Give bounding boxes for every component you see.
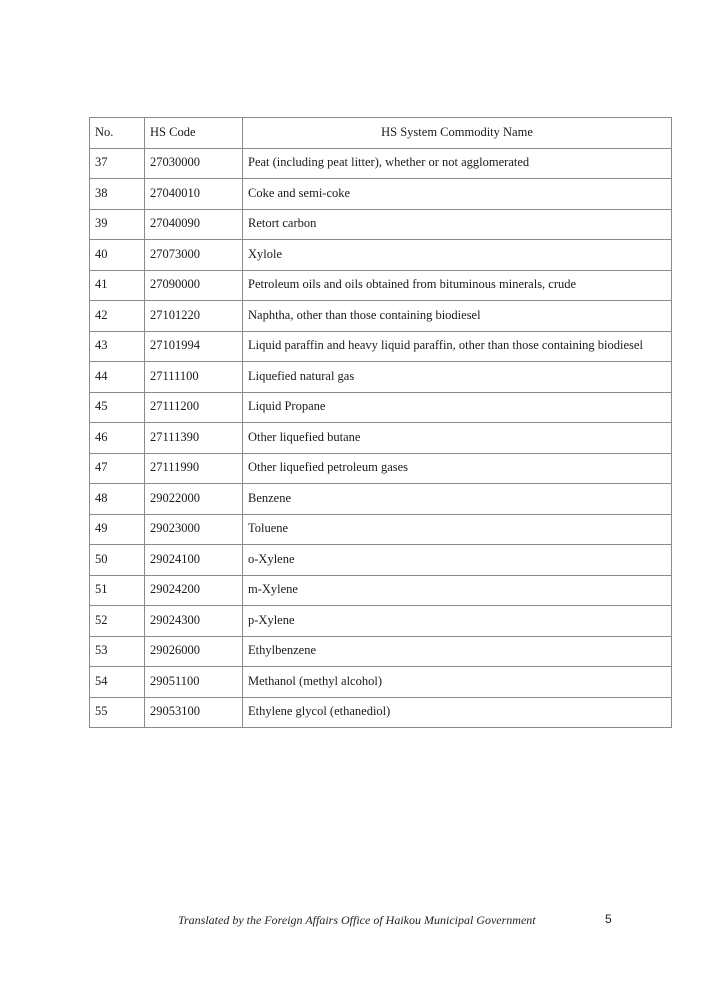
cell-no: 44 (90, 362, 145, 393)
cell-hs-code: 27101994 (145, 331, 243, 362)
table-row (90, 514, 672, 545)
cell-no: 38 (90, 179, 145, 210)
cell-no: 52 (90, 606, 145, 637)
cell-commodity-name: Liquefied natural gas (243, 362, 672, 393)
cell-hs-code: 27111990 (145, 453, 243, 484)
table-row (90, 148, 672, 179)
table-row (90, 606, 672, 637)
table-row (90, 545, 672, 576)
cell-commodity-name: p-Xylene (243, 606, 672, 637)
cell-commodity-name: Ethylene glycol (ethanediol) (243, 697, 672, 728)
cell-commodity-name: Methanol (methyl alcohol) (243, 667, 672, 698)
cell-no: 42 (90, 301, 145, 332)
cell-no: 49 (90, 514, 145, 545)
table-row (90, 697, 672, 728)
cell-commodity-name: Benzene (243, 484, 672, 515)
footer-credit: Translated by the Foreign Affairs Office of Haikou Municipal Government (178, 913, 536, 927)
cell-commodity-name: o-Xylene (243, 545, 672, 576)
cell-hs-code: 27111200 (145, 392, 243, 423)
table-row (90, 392, 672, 423)
cell-no: 41 (90, 270, 145, 301)
table-row (90, 575, 672, 606)
cell-commodity-name: Other liquefied petroleum gases (243, 453, 672, 484)
cell-hs-code: 29053100 (145, 697, 243, 728)
cell-no: 48 (90, 484, 145, 515)
cell-no: 54 (90, 667, 145, 698)
cell-hs-code: 29022000 (145, 484, 243, 515)
cell-hs-code: 27090000 (145, 270, 243, 301)
cell-commodity-name: Liquid Propane (243, 392, 672, 423)
cell-hs-code: 29024300 (145, 606, 243, 637)
cell-no: 45 (90, 392, 145, 423)
cell-no: 50 (90, 545, 145, 576)
cell-commodity-name: m-Xylene (243, 575, 672, 606)
cell-no: 39 (90, 209, 145, 240)
table-row (90, 301, 672, 332)
cell-no: 46 (90, 423, 145, 454)
cell-hs-code: 27030000 (145, 148, 243, 179)
hs-commodity-table (89, 117, 672, 728)
table-row (90, 636, 672, 667)
cell-commodity-name: Xylole (243, 240, 672, 271)
cell-commodity-name: Naphtha, other than those containing biodiesel (243, 301, 672, 332)
cell-hs-code: 29051100 (145, 667, 243, 698)
table-row (90, 209, 672, 240)
table-row (90, 667, 672, 698)
cell-hs-code: 27040090 (145, 209, 243, 240)
header-no: No. (90, 118, 145, 149)
cell-no: 55 (90, 697, 145, 728)
table-header-row (90, 118, 672, 149)
cell-no: 51 (90, 575, 145, 606)
table-row (90, 362, 672, 393)
cell-hs-code: 27040010 (145, 179, 243, 210)
cell-hs-code: 29023000 (145, 514, 243, 545)
cell-commodity-name: Other liquefied butane (243, 423, 672, 454)
table-row (90, 423, 672, 454)
cell-hs-code: 29024200 (145, 575, 243, 606)
table-row (90, 484, 672, 515)
table-row (90, 179, 672, 210)
table-row (90, 270, 672, 301)
cell-no: 37 (90, 148, 145, 179)
cell-hs-code: 27073000 (145, 240, 243, 271)
page-number: 5 (605, 912, 612, 926)
cell-hs-code: 27111390 (145, 423, 243, 454)
header-commodity-name: HS System Commodity Name (243, 118, 672, 149)
cell-hs-code: 29024100 (145, 545, 243, 576)
cell-commodity-name: Liquid paraffin and heavy liquid paraffin, other than those containing biodiesel (243, 331, 672, 362)
cell-commodity-name: Ethylbenzene (243, 636, 672, 667)
cell-no: 47 (90, 453, 145, 484)
header-hs-code: HS Code (145, 118, 243, 149)
cell-commodity-name: Toluene (243, 514, 672, 545)
cell-hs-code: 27101220 (145, 301, 243, 332)
cell-hs-code: 29026000 (145, 636, 243, 667)
cell-hs-code: 27111100 (145, 362, 243, 393)
cell-commodity-name: Coke and semi-coke (243, 179, 672, 210)
cell-commodity-name: Retort carbon (243, 209, 672, 240)
table-row (90, 453, 672, 484)
table-row (90, 240, 672, 271)
table-row (90, 331, 672, 362)
cell-commodity-name: Petroleum oils and oils obtained from bituminous minerals, crude (243, 270, 672, 301)
table-body (90, 148, 672, 728)
cell-commodity-name: Peat (including peat litter), whether or not agglomerated (243, 148, 672, 179)
cell-no: 53 (90, 636, 145, 667)
cell-no: 40 (90, 240, 145, 271)
cell-no: 43 (90, 331, 145, 362)
